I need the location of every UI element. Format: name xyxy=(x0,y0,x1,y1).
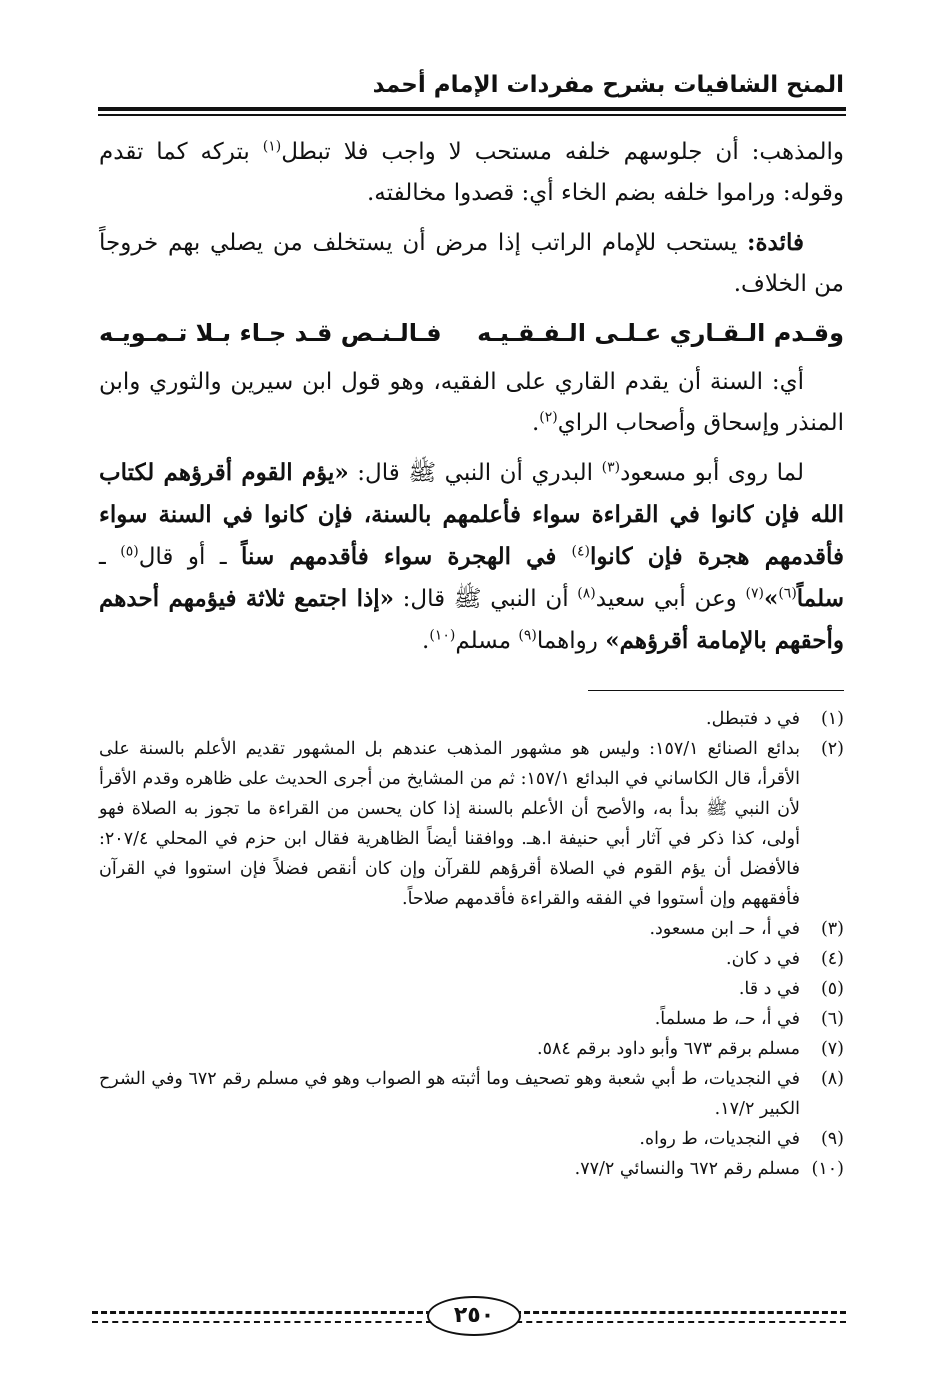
text-run: أي: السنة أن يقدم القاري على الفقيه، وهو قول ابن سيرين والثوري وابن المنذر وإسحاق وأصحاب الراي xyxy=(99,369,844,436)
footnote-number: (٢) xyxy=(820,739,844,759)
hadith-text: في الهجرة سواء فأقدمهم سناً xyxy=(241,543,572,570)
verse-hemistich-right: وقـدم الـقـاري عـلـى الـفـقـيـه xyxy=(477,319,844,347)
text-run: ـ أو قال xyxy=(138,544,242,570)
footnote-number: (٥) xyxy=(820,979,844,999)
text-run: بتركه كما تقدم وقوله: وراموا خلفه بضم الخاء أي: قصدوا مخالفته. xyxy=(99,139,844,206)
footnote-ref[interactable]: (٢) xyxy=(539,409,558,426)
text-run: البدري أن النبي ﷺ قال: xyxy=(348,460,602,486)
text-run: . xyxy=(422,628,430,654)
footnote-ref[interactable]: (٥) xyxy=(120,543,139,560)
footnote-ref[interactable]: (٤) xyxy=(571,543,590,560)
footnote-number: (٨) xyxy=(820,1069,844,1089)
footnote-ref[interactable]: (٣) xyxy=(601,459,621,476)
verse-hemistich-left: فـالـنـص قـد جـاء بـلا تـمـويـه xyxy=(99,319,442,347)
paragraph-faida xyxy=(99,222,844,305)
footnote-item xyxy=(99,704,844,734)
footnote-number: (٦) xyxy=(820,1009,844,1029)
footnote-number: (٣) xyxy=(820,919,844,939)
paragraph-madhhab xyxy=(99,132,844,214)
footnote-item xyxy=(99,734,844,914)
footnote-text: في د كان. xyxy=(726,949,800,969)
footer-rule-left xyxy=(92,1311,432,1314)
footnote-text: في أ، حـ، ط مسلماً. xyxy=(654,1009,800,1029)
text-run: . xyxy=(531,410,540,436)
footnote-ref[interactable]: (٦) xyxy=(778,585,797,602)
hadith-text: «إذا اجتمع ثلاثة فيؤمهم أحدهم وأحقهم بالإمامة أقرؤهم» xyxy=(99,585,844,654)
header-rule-thin xyxy=(98,114,846,116)
text-run: مسلم xyxy=(455,628,519,654)
footnote-number: (١٠) xyxy=(811,1159,844,1179)
hadith-text: «يؤم القوم أقرؤهم لكتاب الله فإن كانوا في القراءة سواء فأعلمهم بالسنة، فإن كانوا في السنة سواء فأقدمهم هجرة فإن كانوا xyxy=(99,459,844,570)
footnote-number: (٧) xyxy=(820,1039,844,1059)
hadith-text: سلماً xyxy=(796,585,844,612)
footnote-item xyxy=(99,914,844,944)
footnote-ref[interactable]: (١٠) xyxy=(429,627,456,644)
text-run: ـ xyxy=(99,544,121,570)
footnote-text: في النجديات، ط رواه. xyxy=(639,1129,800,1149)
faida-label: فائدة: xyxy=(746,229,804,256)
text-run: لما روى أبو مسعود xyxy=(620,460,804,486)
footnote-text: مسلم رقم ٦٧٢ والنسائي ٧٧/٢. xyxy=(574,1159,800,1179)
footnote-number: (١) xyxy=(820,709,844,729)
footnote-item xyxy=(99,1034,844,1064)
footnotes xyxy=(99,704,844,1184)
footnote-text: في أ، حـ ابن مسعود. xyxy=(649,919,800,939)
footnote-item xyxy=(99,1064,844,1124)
footnote-ref[interactable]: (٩) xyxy=(518,627,537,644)
footer-rule-right-lower xyxy=(506,1321,846,1323)
footnote-text: بدائع الصنائع ١٥٧/١: وليس هو مشهور المذهب عندهم بل المشهور تقديم الأعلم بالسنة على الأقرأ، قال الكاساني في البدائع ١٥٧/١: ثم من المشايخ من أجرى الحديث على ظاهره وقدم الأقرأ لأن النبي ﷺ بدأ به، والأصح أن الأعلم بالسنة إذا كان يحسن من القراءة ما تجوز به الصلاة فهو أولى، كذا ذكر في آثار أبي حنيفة ا.هـ. ووافقنا أيضاً الظاهرية فقال ابن حزم في المحلي ٢٠٧/٤: فالأفضل أن يؤم القوم في الصلاة أقرؤهم للقرآن وإن كان أنقص فضلاً فإن استووا في القرآن فأفقههم وإن أستووا في الفقه والقراءة فأقدمهم صلاحاً. xyxy=(99,739,800,909)
text-run: يستحب للإمام الراتب إذا مرض أن يستخلف من يصلي بهم خروجاً من الخلاف. xyxy=(99,230,844,297)
paragraph-sunnah xyxy=(99,362,844,444)
footnote-text: مسلم برقم ٦٧٣ وأبو داود برقم ٥٨٤. xyxy=(537,1039,800,1059)
footer-rule-right xyxy=(506,1311,846,1314)
footnote-item xyxy=(99,1154,844,1184)
running-title: المنح الشافيات بشرح مفردات الإمام أحمد xyxy=(372,72,844,98)
footnote-item xyxy=(99,1004,844,1034)
footnote-number: (٤) xyxy=(820,949,844,969)
text-run: رواهما xyxy=(536,628,606,654)
footnote-ref[interactable]: (٧) xyxy=(745,585,764,602)
footnote-text: في د قا. xyxy=(738,979,800,999)
text-run: وعن أبي سعيد xyxy=(595,586,746,612)
footnote-ref[interactable]: (٨) xyxy=(577,585,596,602)
footnote-number: (٩) xyxy=(820,1129,844,1149)
header-rule-thick xyxy=(98,107,846,111)
verse-line xyxy=(99,313,844,354)
footnote-separator xyxy=(588,690,844,691)
footnote-item xyxy=(99,944,844,974)
footnote-text: في النجديات، ط أبي شعبة وهو تصحيف وما أثبته هو الصواب وهو في مسلم رقم ٦٧٢ وفي الشرح الكبير ١٧/٢. xyxy=(99,1069,800,1119)
main-text xyxy=(99,132,844,670)
hadith-text: » xyxy=(763,585,779,612)
footnote-text: في د فتبطل. xyxy=(706,709,800,729)
footnote-ref[interactable]: (١) xyxy=(262,138,282,155)
text-run: والمذهب: أن جلوسهم خلفه مستحب لا واجب فلا تبطل xyxy=(281,139,844,165)
footer-rule-left-lower xyxy=(92,1321,432,1323)
text-run: أن النبي ﷺ قال: xyxy=(393,586,578,612)
page-number: ٢٥٠ xyxy=(427,1296,521,1336)
footnote-item xyxy=(99,1124,844,1154)
footnote-item xyxy=(99,974,844,1004)
paragraph-hadith xyxy=(99,452,844,662)
